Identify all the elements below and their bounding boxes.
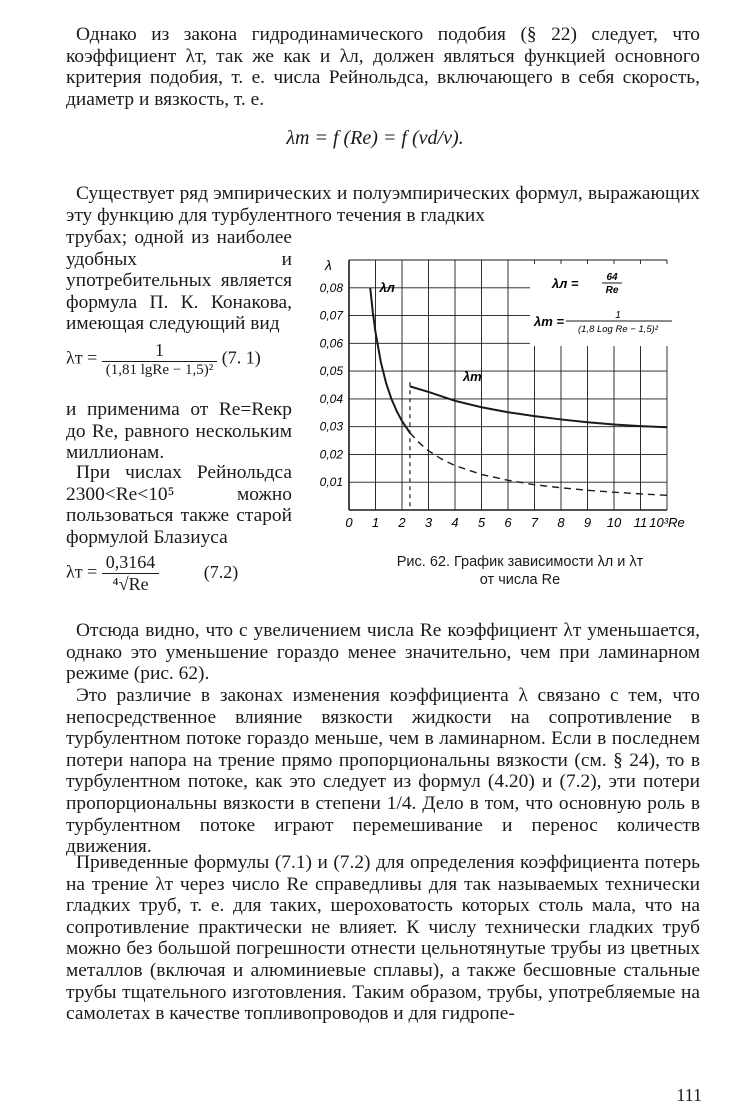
x-tick-label: 1 — [371, 515, 380, 530]
formula-7-1-denominator: (1,81 lgRe − 1,5)² — [105, 362, 214, 378]
paragraph-blasius: При числах Рейнольдса 2300<Re<10⁵ можно пользоваться также старой формулой Блазиуса — [66, 462, 292, 548]
y-tick-label: 0,03 — [319, 419, 343, 434]
x-tick-label: 8 — [557, 515, 565, 530]
legend-lam-lhs: λл = — [552, 276, 579, 291]
x-tick-label: 7 — [530, 515, 539, 530]
paragraph-conclusion: Отсюда видно, что с увеличением числа Re коэффициент λт уменьшается, однако это уменьшение гораздо менее значительно, чем при ламинарном режиме (рис. 62). — [66, 620, 700, 685]
x-tick-label: 4 — [451, 515, 459, 530]
x-tick-label: 11 — [633, 515, 648, 530]
formula-7-2-lhs: λт = — [66, 561, 98, 582]
x-tick-label: 2 — [398, 515, 406, 530]
paragraph-difference: Это различие в законах изменения коэффициента λ связано с тем, что непосредственное влияние вязкости жидкости на сопротивление в турбулентном потоке гораздо меньше, чем в ламинарном. Если в последнем потери напора на трение прямо пропорциональны вязкости (см. § 24), то в турбулентном потоке, как это следует из формул (4.20) и (7.2), эти потери пропорциональны вязкости в степени 1/4. Дело в том, что основную роль в турбулентном потоке играют перемешивание и перенос количеств движения. — [66, 685, 700, 858]
y-tick-label: 0,06 — [319, 336, 343, 351]
series-line-2 — [410, 386, 667, 427]
paragraph-intro: Однако из закона гидродинамического подобия (§ 22) следует, что коэффициент λт, так же как и λл, должен являться функцией основного критерия подобия, т. е. числа Рейнольдса, включающего в себя скорость, диаметр и вязкость, т. е. — [66, 24, 700, 110]
formula-lambda-re: λт = f (Re) = f (vd/ν). — [286, 127, 464, 149]
x-tick-label: 3 — [424, 515, 433, 530]
formula-7-1-label: (7. 1) — [221, 347, 261, 368]
formula-7-2-fraction — [102, 552, 160, 595]
formula-7-2-denominator: ⁴√Re — [112, 574, 149, 594]
legend-turb-num: 1 — [615, 310, 621, 321]
caption-line-1: Рис. 62. График зависимости λл и λт — [396, 554, 644, 570]
x-tick-label: 6 — [504, 515, 512, 530]
formula-7-1 — [66, 340, 292, 379]
y-tick-label: 0,04 — [319, 391, 343, 406]
page-number: 111 — [676, 1085, 702, 1105]
figure-62-chart — [312, 250, 702, 530]
paragraph-konakov: трубах; одной из наиболее удобных и употребительных является формула П. К. Конакова, имеющая следующий вид — [66, 227, 292, 335]
legend-lam-num: 64 — [606, 272, 618, 283]
y-tick-label: 0,07 — [319, 308, 343, 323]
formula-7-2-label: (7.2) — [203, 561, 239, 582]
formula-7-1-fraction — [102, 340, 218, 379]
legend-turb-den: (1,8 Log Re − 1,5)² — [577, 324, 659, 335]
series-label-0: λл — [379, 279, 395, 295]
y-tick-label: 0,08 — [319, 280, 343, 295]
paragraph-applicability: и применима от Re=Reкр до Re, равного нескольким миллионам. — [66, 399, 292, 464]
caption-line-2: от числа Re — [479, 572, 561, 588]
formula-7-2-numerator: 0,3164 — [102, 552, 160, 574]
legend-turb-lhs: λт = — [534, 314, 564, 329]
series-line-1 — [410, 433, 667, 496]
paragraph-smooth-pipes: Приведенные формулы (7.1) и (7.2) для определения коэффициента потерь на трение λт через число Re справедливы для так называемых технически гладких труб, т. е. для таких, шероховатость которых столь мала, что на сопротивление практически не влияет. К числу технически гладких труб можно без большой погрешности отнести цельнотянутые трубы из цветных металлов (включая и алюминиевые сплавы), а также бесшовные стальные трубы тщательного изготовления. Таким образом, трубы, употребляемые на самолетах в качестве топливопроводов и для гидропе- — [66, 852, 700, 1025]
figure-caption — [340, 553, 700, 589]
x-tick-label: 0 — [345, 515, 353, 530]
series-line-0 — [370, 288, 410, 433]
y-tick-label: 0,01 — [319, 475, 343, 490]
y-tick-label: 0,02 — [319, 447, 343, 462]
formula-7-1-numerator: 1 — [102, 340, 218, 362]
y-axis-label: λ — [325, 257, 332, 273]
series-label-2: λт — [462, 368, 482, 384]
x-tick-label: 10³Re — [649, 515, 685, 530]
x-tick-label: 10 — [606, 515, 622, 530]
paragraph-formulas-intro: Существует ряд эмпирических и полуэмпирических формул, выражающих эту функцию для турбулентного течения в гладких — [66, 183, 700, 226]
x-tick-label: 9 — [583, 515, 592, 530]
legend-lam-den: Re — [605, 285, 619, 296]
legend-box — [530, 264, 680, 346]
y-tick-label: 0,05 — [319, 364, 343, 379]
series-labels — [378, 280, 482, 384]
formula-7-1-lhs: λт = — [66, 347, 98, 368]
formula-7-2 — [66, 552, 292, 595]
x-tick-label: 5 — [477, 515, 486, 530]
